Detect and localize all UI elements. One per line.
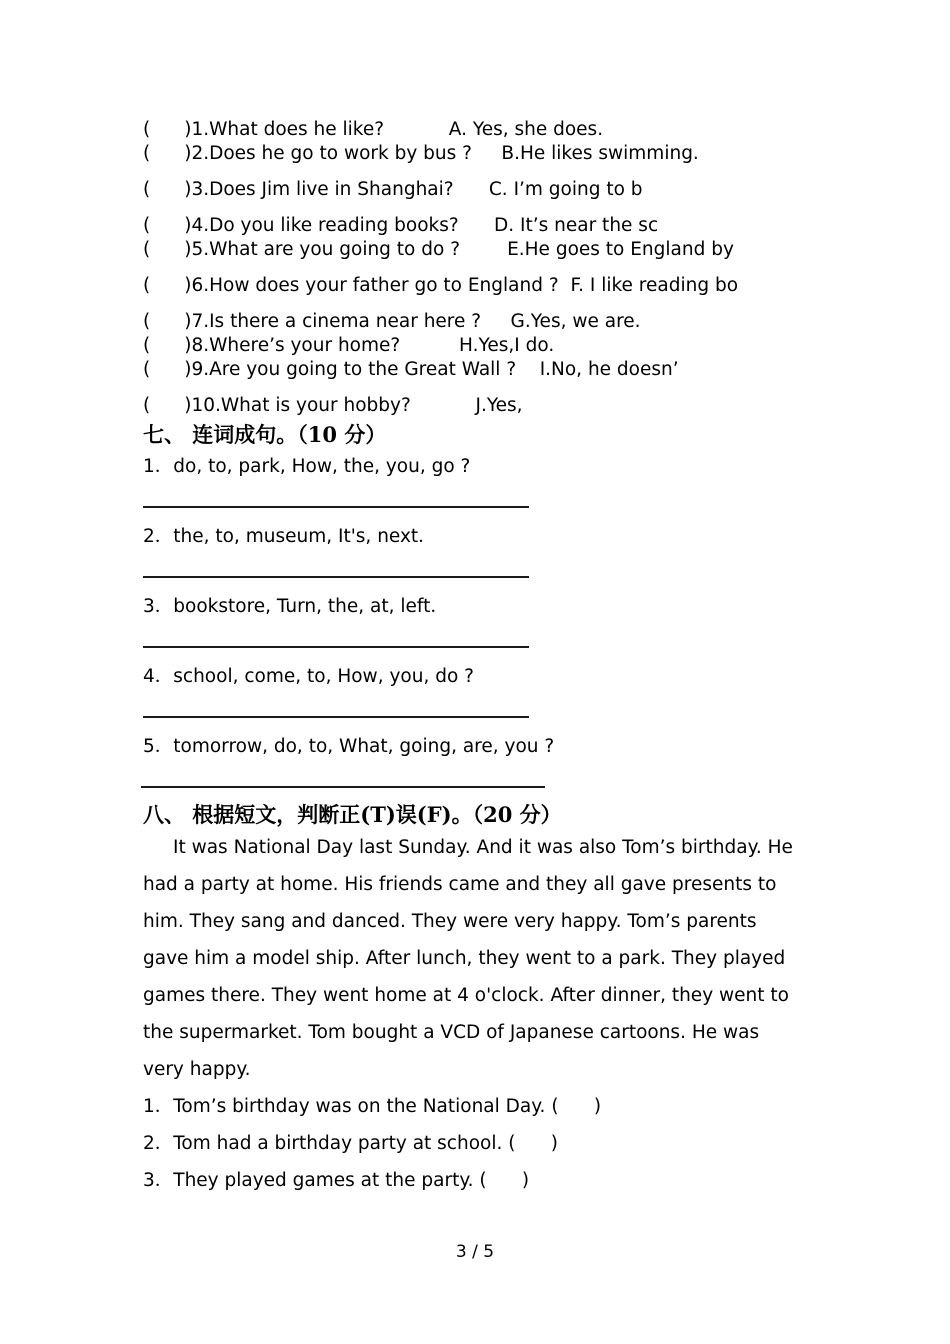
answer-bracket-open: ( xyxy=(143,311,151,332)
question-number: 3. xyxy=(191,179,210,200)
matching-row-6 xyxy=(143,274,803,298)
answer-bracket-open: ( xyxy=(143,179,151,200)
answer-bracket-open: ( xyxy=(143,143,151,164)
answer-line-2[interactable] xyxy=(143,576,529,578)
answer-option: I.No, he doesn’ xyxy=(539,359,679,380)
matching-row-7 xyxy=(143,310,803,334)
section-seven-heading: 七、 连词成句。（10 分） xyxy=(143,422,387,447)
matching-exercise xyxy=(143,118,803,418)
page-number: 3 / 5 xyxy=(455,1242,495,1262)
true-false-item-1: 1．Tom’s birthday was on the National Day. ( ) xyxy=(143,1095,602,1117)
question-number: 8. xyxy=(191,335,210,356)
answer-option: F. I like reading bo xyxy=(570,275,739,296)
answer-bracket-close: ) xyxy=(184,395,192,416)
matching-row-3 xyxy=(143,178,803,202)
column-gap xyxy=(454,178,489,202)
answer-bracket-close: ) xyxy=(184,359,192,380)
matching-row-1 xyxy=(143,118,803,142)
answer-bracket-close: ) xyxy=(184,179,192,200)
column-gap xyxy=(459,214,494,238)
answer-option: G.Yes, we are. xyxy=(510,311,641,332)
column-gap xyxy=(559,274,571,298)
matching-row-8 xyxy=(143,334,803,358)
answer-bracket-open: ( xyxy=(143,275,151,296)
question-number: 2. xyxy=(191,143,210,164)
matching-row-10 xyxy=(143,394,803,418)
question-text: What are you going to do ? xyxy=(209,239,461,260)
column-gap xyxy=(460,238,507,262)
reading-passage xyxy=(143,829,798,1088)
word-order-item-5: 5．tomorrow, do, to, What, going, are, you ? xyxy=(143,736,555,758)
column-gap xyxy=(516,358,540,382)
question-number: 10. xyxy=(191,395,221,416)
question-number: 9. xyxy=(191,359,210,380)
answer-line-1[interactable] xyxy=(143,506,529,508)
question-number: 4. xyxy=(191,215,210,236)
answer-bracket-close: ) xyxy=(184,239,192,260)
word-order-exercise xyxy=(143,458,803,788)
answer-option: B.He likes swimming. xyxy=(501,143,699,164)
word-order-item-2: 2．the, to, museum, It's, next． xyxy=(143,526,437,548)
column-gap xyxy=(481,310,510,334)
matching-row-9 xyxy=(143,358,803,382)
answer-line-5[interactable] xyxy=(141,786,545,788)
answer-option: C. I’m going to b xyxy=(488,179,643,200)
answer-option: E.He goes to England by xyxy=(507,239,734,260)
answer-option: J.Yes, xyxy=(475,395,523,416)
true-false-questions xyxy=(143,1088,803,1199)
answer-bracket-close: ) xyxy=(184,311,192,332)
question-text: Does Jim live in Shanghai? xyxy=(209,179,454,200)
answer-bracket-open: ( xyxy=(143,215,151,236)
question-number: 7. xyxy=(191,311,210,332)
word-order-item-4: 4．school, come, to, How, you, do ? xyxy=(143,666,474,688)
answer-bracket-open: ( xyxy=(143,239,151,260)
question-text: Is there a cinema near here ? xyxy=(209,311,482,332)
question-text: Does he go to work by bus ? xyxy=(209,143,472,164)
answer-line-3[interactable] xyxy=(143,646,529,648)
column-gap xyxy=(400,334,459,358)
column-gap xyxy=(411,394,476,418)
answer-option: D. It’s near the sc xyxy=(494,215,659,236)
question-text: Where’s your home? xyxy=(209,335,401,356)
question-text: How does your father go to England ? xyxy=(209,275,559,296)
answer-bracket-open: ( xyxy=(143,359,151,380)
question-text: Do you like reading books? xyxy=(209,215,459,236)
question-text: What is your hobby? xyxy=(220,395,411,416)
question-text: Are you going to the Great Wall ? xyxy=(209,359,517,380)
answer-bracket-open: ( xyxy=(143,335,151,356)
column-gap xyxy=(472,142,501,166)
question-text: What does he like? xyxy=(209,119,385,140)
word-order-item-1: 1．do, to, park, How, the, you, go ? xyxy=(143,456,471,478)
matching-row-5 xyxy=(143,238,803,262)
section-eight-heading: 八、 根据短文，判断正(T)误(F)。（20 分） xyxy=(143,802,562,828)
answer-bracket-close: ) xyxy=(184,215,192,236)
answer-bracket-close: ) xyxy=(184,143,192,164)
answer-bracket-close: ) xyxy=(184,275,192,296)
page-content xyxy=(143,118,803,1199)
answer-bracket-close: ) xyxy=(184,335,192,356)
column-gap xyxy=(384,118,449,142)
answer-line-4[interactable] xyxy=(143,716,529,718)
word-order-item-3: 3．bookstore, Turn, the, at, left． xyxy=(143,596,449,618)
answer-bracket-open: ( xyxy=(143,395,151,416)
question-number: 6. xyxy=(191,275,210,296)
passage-text: It was National Day last Sunday. And it was also Tom’s birthday. He had a party at home. His friends came and they all gave presents to him. They sang and danced. They were very happy. Tom’s parents gave him a model ship. After lunch, they went to a park. They played games there. They went home at 4 o'clock. After dinner, they went to the supermarket. Tom bought a VCD of Japanese cartoons. He was very happy. xyxy=(143,836,793,1080)
matching-row-2 xyxy=(143,142,803,166)
answer-bracket-open: ( xyxy=(143,119,151,140)
answer-option: A. Yes, she does. xyxy=(448,119,604,140)
question-number: 1. xyxy=(191,119,210,140)
question-number: 5. xyxy=(191,239,210,260)
true-false-item-2: 2．Tom had a birthday party at school. ( ) xyxy=(143,1132,558,1154)
matching-row-4 xyxy=(143,214,803,238)
true-false-item-3: 3．They played games at the party. ( ) xyxy=(143,1169,530,1191)
answer-option: H.Yes,I do. xyxy=(459,335,555,356)
answer-bracket-close: ) xyxy=(184,119,192,140)
